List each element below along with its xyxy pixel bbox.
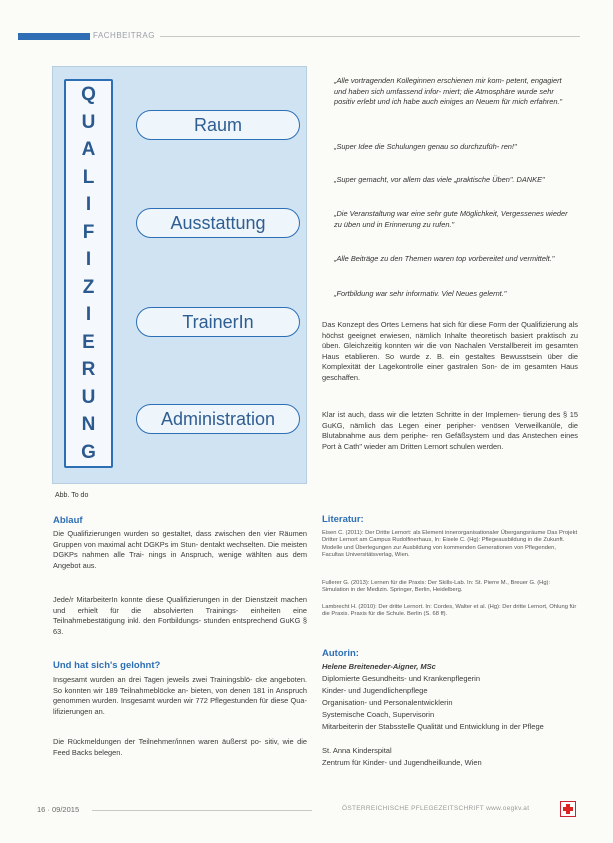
author-line: Diplomierte Gesundheits- und Krankenpflegerin: [322, 674, 481, 683]
vertical-letter: F: [82, 221, 95, 243]
box-trainerin: TrainerIn: [136, 307, 300, 337]
author-line: Kinder- und Jugendlichenpflege: [322, 686, 428, 695]
author-line: Mitarbeiterin der Stabsstelle Qualität und Entwicklung in der Pflege: [322, 722, 544, 731]
literature-entry: Eisen C. (2011): Der Dritte Lernort: als Element innerorganisationaler Übergangsräume Das Projekt Dritter Lernort am Campus Rudolfinerhaus, In: Eisele C. (Hg): Pflegeausbildung in die Zukunft. Modelle und Überlegungen zur Ausbildung von kommenden Generationen von Pflegenden, Facultas Universitätsverlag, Wien.: [322, 530, 578, 558]
header-rule: [160, 36, 580, 37]
vertical-letter: I: [85, 249, 92, 271]
vertical-letter: G: [81, 441, 96, 463]
body-paragraph: Klar ist auch, dass wir die letzten Schritte in der Implemen- tierung des § 15 GuKG, nämlich das Legen einer peripher- venösen Verweilkanüle, die Blutabnahme aus dem periphe- ren Gefäßsystem und das Anstechen eines Port à Cath" wieder am Dritten Lernort schulen werden.: [322, 410, 578, 451]
body-paragraph: Insgesamt wurden an drei Tagen jeweils zwei Trainingsblö- cke angeboten. So konnten wir 189 Teilnahmeblöcke an- bieten, von denen 181 in Anspruch genommen wurden. Insgesamt wurden wir 772 Pflegestunden für diese Qua- lifizierungen an.: [53, 675, 307, 716]
heading-ablauf: Ablauf: [53, 515, 83, 526]
vertical-letter: L: [82, 166, 95, 188]
author-line: Zentrum für Kinder- und Jugendheilkunde, Wien: [322, 758, 482, 767]
box-ausstattung: Ausstattung: [136, 208, 300, 238]
vertical-letter: I: [85, 194, 92, 216]
quote: „Super Idee die Schulungen genau so durchzufüh- ren!": [334, 142, 517, 151]
author-line: Organisation- und Personalentwicklerin: [322, 698, 453, 707]
vertical-letter: I: [85, 304, 92, 326]
box-raum: Raum: [136, 110, 300, 140]
body-paragraph: Das Konzept des Ortes Lernens hat sich für diese Form der Qualifizierung als höchst geeignet erwiesen, nämlich Inhalte theoretisch basiert praktisch zu üben. Gleichzeitig konnten wir die von Nachalen Verstallbereit im gesamten Haus etablieren. So wurde z. B. ein gestaltes Bewusstsein über die Komplexität der Lagekontrolle einer gastralen Son- de im gesamten Haus geschaffen.: [322, 320, 578, 382]
author-line: St. Anna Kinderspital: [322, 746, 392, 755]
vertical-letter: U: [81, 386, 96, 408]
quote: „Die Veranstaltung war eine sehr gute Möglichkeit, Vergessenes wieder zu üben und in Erinnerung zu rufen.": [334, 209, 568, 229]
heading-literatur: Literatur:: [322, 514, 364, 525]
quote: „Fortbildung war sehr informativ. Viel Neues gelernt.": [334, 289, 507, 298]
qualifizierung-vertical-box: [64, 79, 113, 468]
vertical-letter: R: [81, 359, 96, 381]
vertical-letter: Z: [82, 276, 95, 298]
quote: „Alle Beiträge zu den Themen waren top vorbereitet und vermittelt.": [334, 254, 555, 263]
figure-caption: Abb. To do: [55, 492, 89, 499]
author-name: Helene Breiteneder-Aigner, MSc: [322, 662, 436, 671]
vertical-letter: U: [81, 111, 96, 133]
body-paragraph: Die Qualifizierungen wurden so gestaltet, dass zwischen den vier Räumen Gruppen von maximal acht DGKPs im Stun- dentakt wechselten. Die meisten DGKPs nahmen alle Trai- nings in Anspruch, wenige wählten aus dem Angebot aus.: [53, 529, 307, 570]
author-line: Systemische Coach, Supervisorin: [322, 710, 435, 719]
heading-gelohnt: Und hat sich's gelohnt?: [53, 660, 161, 671]
literature-entry: Lambrecht H. (2010): Der dritte Lernort. In: Cordes, Walter et al. (Hg): Der dritte Lernort, Ohlung für die Praxis. Praxis für die Schule. Berlin (S. 68 ff).: [322, 604, 577, 618]
magazine-title: ÖSTERREICHISCHE PFLEGEZEITSCHRIFT: [342, 805, 484, 812]
vertical-letter: N: [81, 414, 96, 436]
page-number: 16 · 09/2015: [37, 805, 80, 814]
magazine-url: www.oegkv.at: [486, 805, 530, 812]
vertical-letter: E: [82, 331, 95, 353]
body-paragraph: Jede/r MitarbeiterIn konnte diese Qualifizierungen in der Dienstzeit machen und erhielt für die absolvierten Trainings- einheiten eine Teilnahmebestätigung inkl. den Fortbildungs- stunden entsprechend GuKG § 63.: [53, 595, 307, 636]
quote: „Alle vortragenden Kolleginnen erschienen mir kom- petent, engagiert und haben sich umfassend infor- miert; die Atmosphäre wurde sehr positiv erlebt und ich habe auch einiges an Neuem für mich erfahren.": [334, 76, 563, 106]
quote: „Super gemacht, vor allem das viele „praktische Üben". DANKE": [334, 175, 545, 184]
footer-rule: [92, 810, 312, 811]
vertical-letter: Q: [81, 84, 96, 106]
body-paragraph: Die Rückmeldungen der Teilnehmer/innen waren äußerst po- sitiv, wie die Feed Backs belegen.: [53, 737, 307, 757]
footer-magazine: [342, 805, 529, 812]
section-label: FACHBEITRAG: [93, 31, 155, 40]
heading-autorin: Autorin:: [322, 648, 359, 659]
literature-entry: Fullerer G. (2013): Lernen für die Praxis: Der Skills-Lab. In: St. Pierre M., Breuer G. (Hg): Simulation in der Medizin. Springer, Berlin, Heidelberg.: [322, 580, 551, 594]
cross-logo-icon: [560, 801, 576, 817]
box-administration: Administration: [136, 404, 300, 434]
header-accent-bar: [18, 33, 90, 40]
vertical-letter: A: [81, 139, 96, 161]
